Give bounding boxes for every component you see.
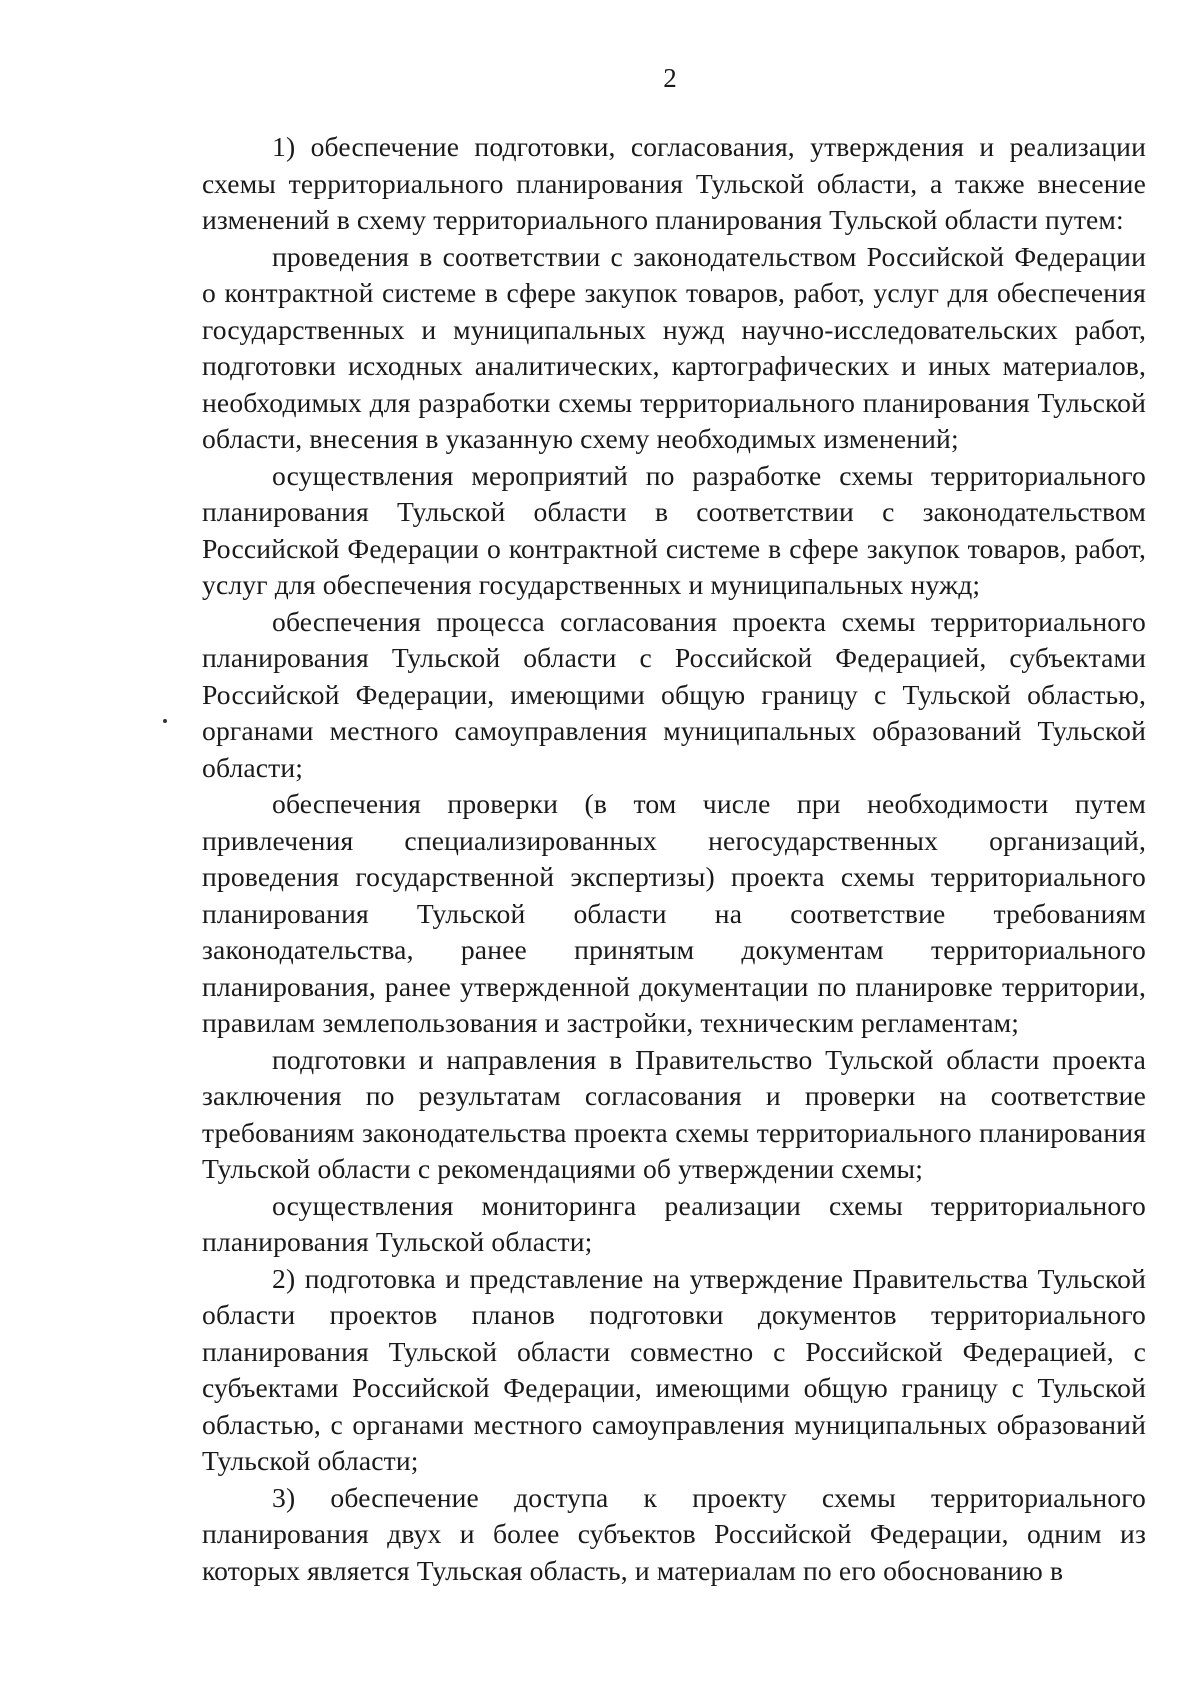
paragraph-item-2: 2) подготовка и представление на утверждение Правительства Тульской области проектов планов подготовки документов территориального планирования Тульской области совместно с Российской Федерацией, с субъектами Российской Федерации, имеющими общую границу с Тульской областью, с органами местного самоуправления муниципальных образований Тульской области; xyxy=(202,1262,1146,1476)
document-body xyxy=(202,129,1146,1589)
paragraph-subitem-development: осуществления мероприятий по разработке схемы территориального планирования Тульской области в соответствии с законодательством Российской Федерации о контрактной системе в сфере закупок товаров, работ, услуг для обеспечения государственных и муниципальных нужд; xyxy=(202,459,1146,600)
paragraph-subitem-conclusion: подготовки и направления в Правительство Тульской области проекта заключения по результатам согласования и проверки на соответствие требованиям законодательства проекта схемы территориального планирования Тульской области с рекомендациями об утверждении схемы; xyxy=(202,1043,1146,1184)
paragraph-item-1: 1) обеспечение подготовки, согласования, утверждения и реализации схемы территориального планирования Тульской области, а также внесение изменений в схему территориального планирования Тульской области путем: xyxy=(202,131,1146,235)
margin-mark xyxy=(163,719,167,723)
paragraph-subitem-approval: обеспечения процесса согласования проекта схемы территориального планирования Тульской области с Российской Федерацией, субъектами Российской Федерации, имеющими общую границу с Тульской областью, органами местного самоуправления муниципальных образований Тульской области; xyxy=(202,605,1146,783)
paragraph-item-3: 3) обеспечение доступа к проекту схемы территориального планирования двух и более субъектов Российской Федерации, одним из которых является Тульская область, и материалам по его обоснованию в xyxy=(202,1481,1146,1586)
page-number: 2 xyxy=(663,63,677,93)
paragraph-subitem-monitoring: осуществления мониторинга реализации схемы территориального планирования Тульской области; xyxy=(202,1189,1146,1257)
paragraph-subitem-verification: обеспечения проверки (в том числе при необходимости путем привлечения специализированных негосударственных организаций, проведения государственной экспертизы) проекта схемы территориального планирования Тульской области на соответствие требованиям законодательства, ранее принятым документам территориального планирования, ранее утвержденной документации по планировке территории, правилам землепользования и застройки, техническим регламентам; xyxy=(202,788,1146,1038)
paragraph-subitem-research: проведения в соответствии с законодательством Российской Федерации о контрактной системе в сфере закупок товаров, работ, услуг для обеспечения государственных и муниципальных нужд научно-исследовательских работ, подготовки исходных аналитических, картографических и иных материалов, необходимых для разработки схемы территориального планирования Тульской области, внесения в указанную схему необходимых изменений; xyxy=(202,240,1146,454)
